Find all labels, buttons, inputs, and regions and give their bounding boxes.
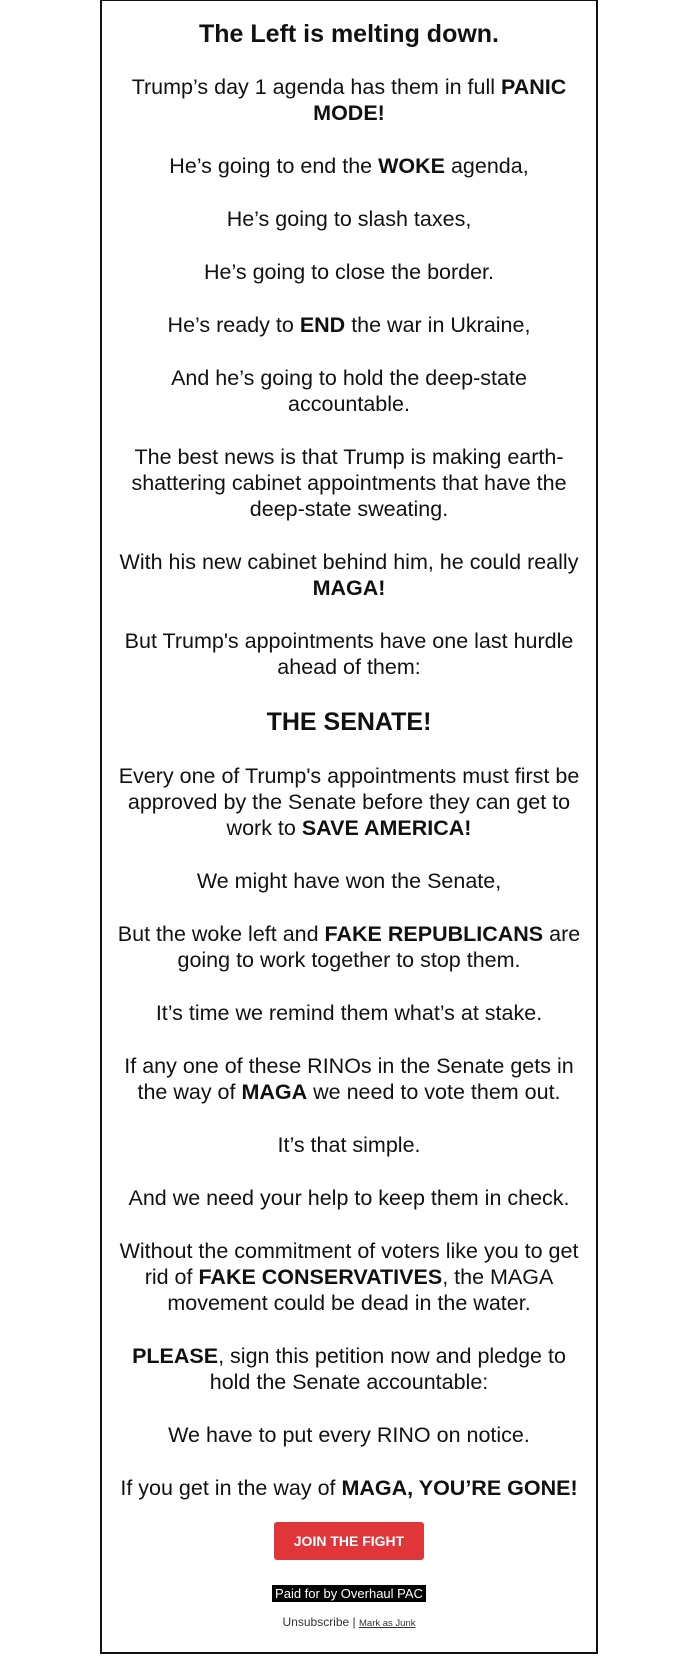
email-paragraph: We have to put every RINO on notice. bbox=[168, 1423, 530, 1447]
paragraph-text: , the MAGA movement could be dead in the water. bbox=[167, 1265, 554, 1315]
paragraph-text: He’s going to end the bbox=[169, 154, 379, 178]
paid-for-disclaimer: Paid for by Overhaul PAC bbox=[272, 1585, 426, 1602]
paragraph-text: With his new cabinet behind him, he could really bbox=[119, 550, 579, 574]
cta-container bbox=[114, 1522, 584, 1560]
paragraph-text: agenda, bbox=[444, 154, 529, 178]
email-content bbox=[102, 1, 596, 1629]
email-paragraph bbox=[114, 1053, 584, 1105]
email-paragraph: And he’s going to hold the deep-state accountable. bbox=[171, 366, 527, 416]
paragraph-emphasis: MAGA! bbox=[312, 576, 386, 600]
paragraph-emphasis: SAVE AMERICA! bbox=[301, 816, 472, 840]
paragraph-text: Every one of Trump's appointments must first be approved by the Senate before they can get to work to bbox=[118, 764, 580, 840]
email-paragraph: The best news is that Trump is making earth-shattering cabinet appointments that have the deep-state sweating. bbox=[131, 445, 567, 521]
paragraph-group-1 bbox=[114, 74, 584, 680]
paragraph-text: Without the commitment of voters like you to get rid of bbox=[119, 1239, 579, 1289]
email-paragraph: And we need your help to keep them in check. bbox=[128, 1186, 570, 1210]
email-paragraph bbox=[114, 153, 584, 179]
paragraph-text: Trump’s day 1 agenda has them in full bbox=[131, 75, 501, 99]
paragraph-text: If you get in the way of bbox=[120, 1476, 342, 1500]
email-paragraph: But Trump's appointments have one last hurdle ahead of them: bbox=[124, 629, 574, 679]
email-headline: The Left is melting down. bbox=[199, 20, 499, 48]
footer-separator: | bbox=[349, 1615, 359, 1629]
paragraph-text: we need to vote them out. bbox=[307, 1080, 561, 1104]
paragraph-text: If any one of these RINOs in the Senate gets in the way of bbox=[124, 1054, 574, 1104]
paragraph-emphasis: WOKE bbox=[378, 154, 445, 178]
paragraph-emphasis: END bbox=[299, 313, 346, 337]
paragraph-text: , sign this petition now and pledge to hold the Senate accountable: bbox=[209, 1344, 566, 1394]
paragraph-emphasis: FAKE REPUBLICANS bbox=[324, 922, 544, 946]
email-paragraph: It’s that simple. bbox=[277, 1133, 421, 1157]
email-paragraph: We might have won the Senate, bbox=[196, 869, 502, 893]
paragraph-text: are going to work together to stop them. bbox=[177, 922, 581, 972]
email-paragraph: He’s going to close the border. bbox=[203, 260, 495, 284]
paragraph-emphasis: FAKE CONSERVATIVES bbox=[198, 1265, 443, 1289]
email-paragraph bbox=[114, 763, 584, 841]
paragraph-emphasis: PLEASE bbox=[132, 1344, 219, 1368]
paragraph-emphasis: MAGA bbox=[241, 1080, 308, 1104]
paragraph-group-2 bbox=[114, 763, 584, 1501]
senate-heading: THE SENATE! bbox=[266, 708, 432, 736]
email-paragraph bbox=[114, 74, 584, 126]
mark-as-junk-link[interactable]: Mark as Junk bbox=[359, 1618, 416, 1629]
email-paragraph: He’s going to slash taxes, bbox=[226, 207, 472, 231]
email-paragraph: It’s time we remind them what’s at stake. bbox=[155, 1001, 543, 1025]
email-paragraph bbox=[114, 921, 584, 973]
paragraph-emphasis: PANIC MODE! bbox=[313, 75, 567, 125]
email-footer bbox=[114, 1615, 584, 1629]
unsubscribe-link[interactable]: Unsubscribe bbox=[282, 1615, 350, 1629]
email-paragraph bbox=[114, 1238, 584, 1316]
email-body bbox=[100, 0, 598, 1654]
email-paragraph bbox=[114, 1475, 584, 1501]
email-paragraph bbox=[114, 549, 584, 601]
paragraph-text: But the woke left and bbox=[117, 922, 325, 946]
paragraph-emphasis: MAGA, YOU’RE GONE! bbox=[341, 1476, 578, 1500]
email-paragraph bbox=[114, 312, 584, 338]
join-the-fight-button[interactable]: JOIN THE FIGHT bbox=[274, 1522, 424, 1560]
email-paragraph bbox=[114, 1343, 584, 1395]
paragraph-text: the war in Ukraine, bbox=[345, 313, 531, 337]
paragraph-text: He’s ready to bbox=[167, 313, 300, 337]
